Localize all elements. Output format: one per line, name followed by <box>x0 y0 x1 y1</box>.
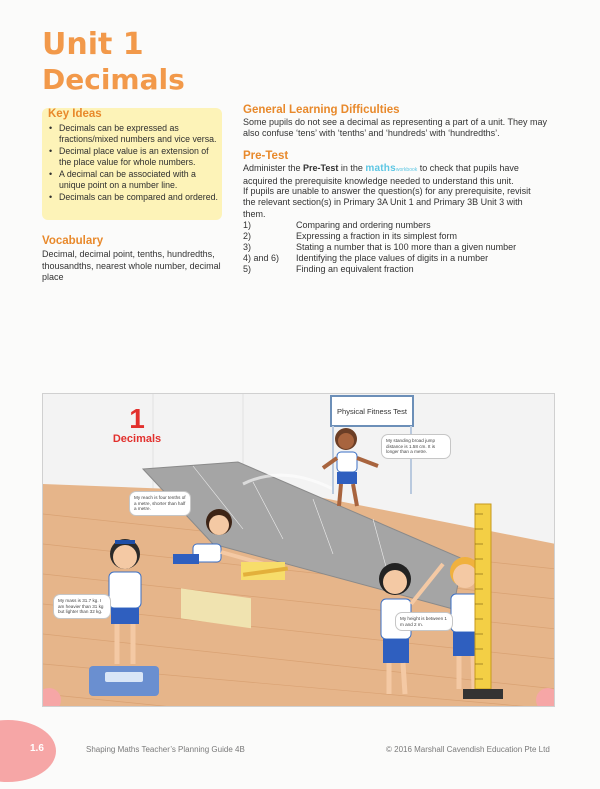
chapter-title: Decimals <box>112 433 162 445</box>
vocabulary-text: Decimal, decimal point, tenths, hundredths, thousandths, nearest whole number, decimal place <box>42 249 221 282</box>
page-number: 1.6 <box>30 743 44 754</box>
pretest-heading: Pre-Test <box>243 150 289 162</box>
vocabulary-heading: Vocabulary <box>42 235 104 247</box>
illustration-scene <box>43 394 555 707</box>
pretest-intro-bold: Pre-Test <box>303 163 339 173</box>
pretest-item-text: Identifying the place values of digits in a number <box>296 253 489 263</box>
pretest-item-text: Comparing and ordering numbers <box>296 220 431 230</box>
pretest-intro-start: Administer the <box>243 163 304 173</box>
board-title: Physical Fitness Test <box>337 407 407 416</box>
pretest-item-text: Stating a number that is 100 more than a given number <box>296 242 517 252</box>
pretest-intro <box>243 163 543 188</box>
pretest-intro-end: to check that pupils have acquired the prerequisite knowledge needed to understand this unit. <box>243 163 519 187</box>
speech-bubble: My standing broad jump distance is 1.58 cm. It is longer than a metre. <box>381 434 451 459</box>
key-idea-item: • Decimals can be compared and ordered. <box>48 192 220 203</box>
difficulties-heading: General Learning Difficulties <box>243 104 400 116</box>
book-title: Shaping Maths Teacher’s Planning Guide 4B <box>86 745 245 754</box>
key-ideas-list <box>48 123 220 203</box>
maths-workbook-logo-sub: workbook <box>395 167 418 173</box>
speech-bubble: My height is between 1 m and 2 m. <box>395 612 453 631</box>
pretest-intro-mid: in the <box>338 163 366 173</box>
pretest-item-text: Expressing a fraction in its simplest form <box>296 231 458 241</box>
maths-workbook-logo: maths <box>365 163 396 174</box>
pretest-revisit: If pupils are unable to answer the question(s) for any prerequisite, revisit the relevant section(s) in Primary 3A Unit 1 and Primary 3B Unit 3 with them. <box>243 186 531 219</box>
pretest-item-number: 2) <box>243 231 252 241</box>
key-idea-item: • Decimals can be expressed as fractions/mixed numbers and vice versa. <box>48 123 220 145</box>
pretest-item-number: 4) and 6) <box>243 253 280 263</box>
key-idea-item: • A decimal can be associated with a unique point on a number line. <box>48 169 220 191</box>
key-idea-item: • Decimal place value is an extension of the place value for whole numbers. <box>48 146 220 168</box>
copyright: © 2016 Marshall Cavendish Education Pte Ltd <box>386 745 550 754</box>
page-number-tab <box>0 720 56 782</box>
chapter-number: 1 <box>129 403 145 434</box>
unit-title: Unit 1 <box>42 27 144 62</box>
difficulties-text: Some pupils do not see a decimal as representing a part of a unit. They may also confuse ‘tens’ with ‘tenths’ and ‘hundreds’ with ‘hundredths’. <box>243 117 548 139</box>
pretest-item-number: 3) <box>243 242 252 252</box>
pretest-item-number: 1) <box>243 220 252 230</box>
pretest-item-text: Finding an equivalent fraction <box>296 264 414 274</box>
speech-bubble: My mass is 31.7 kg. I am heavier than 31 kg but lighter than 32 kg. <box>53 594 111 619</box>
key-ideas-heading: Key Ideas <box>48 108 102 120</box>
speech-bubble: My reach is four tenths of a metre, shorter than half a metre. <box>129 491 191 516</box>
illustration <box>42 393 555 707</box>
unit-subtitle: Decimals <box>42 63 185 96</box>
pretest-item-number: 5) <box>243 264 252 274</box>
